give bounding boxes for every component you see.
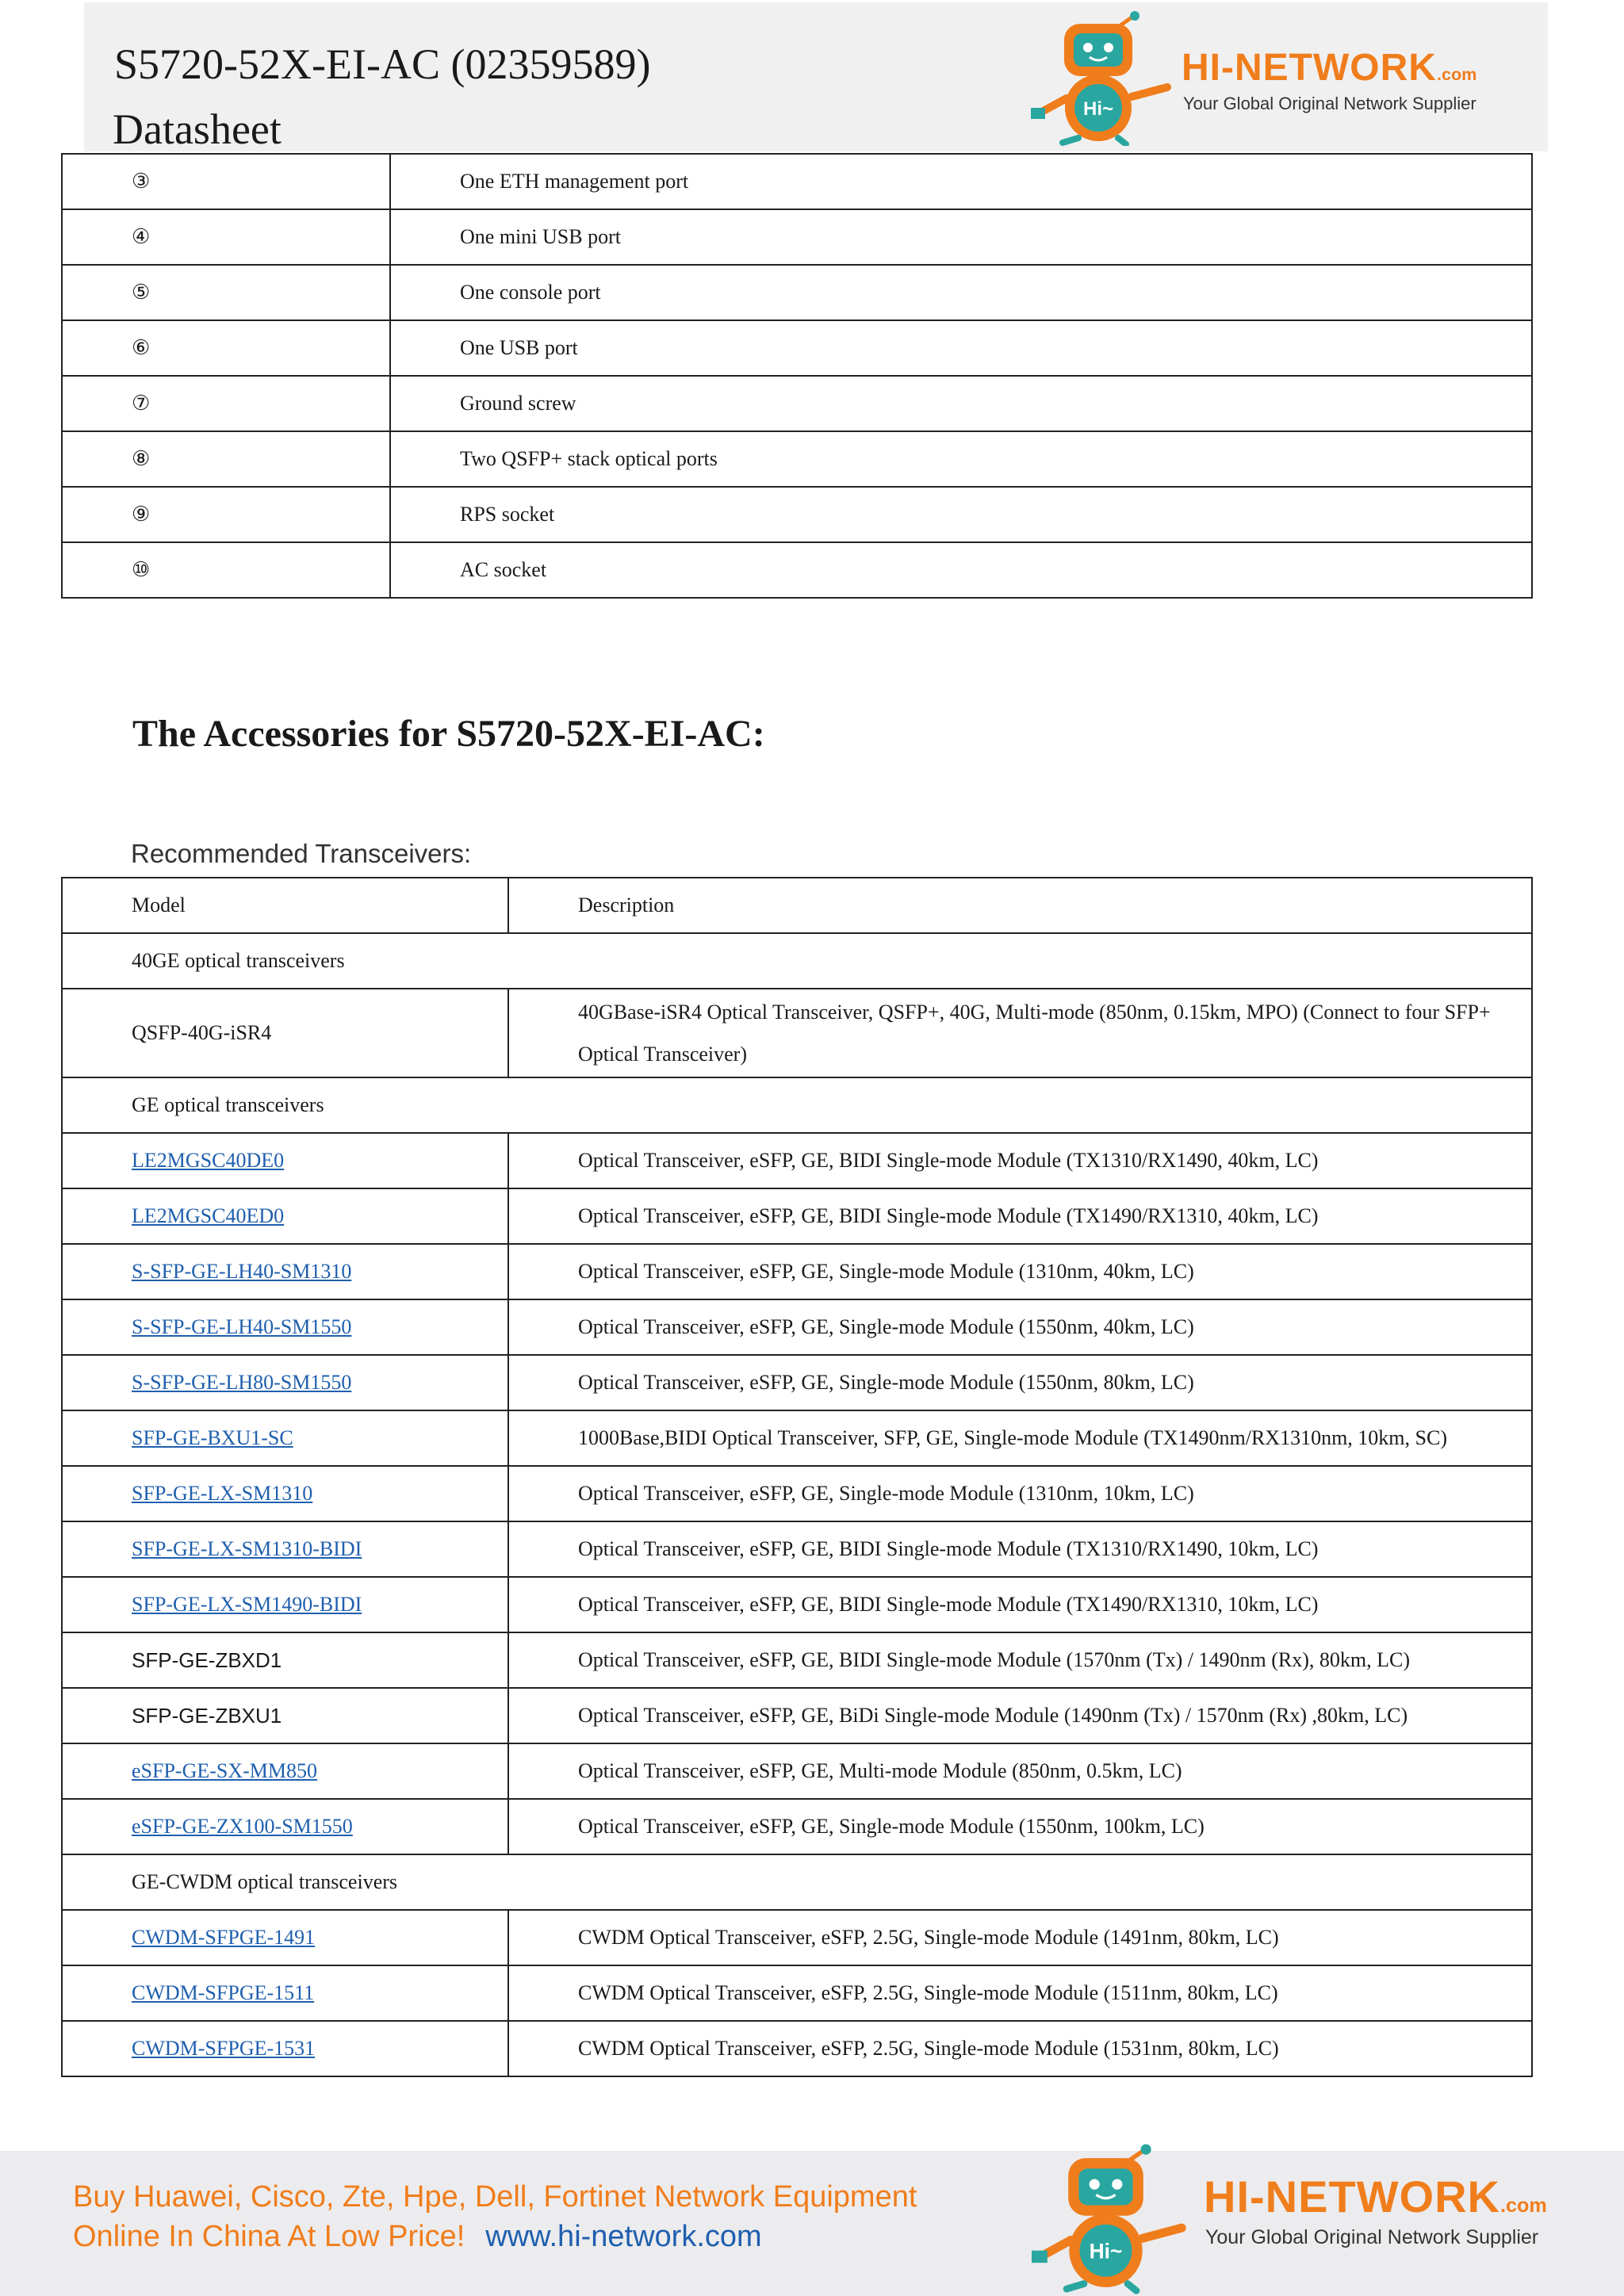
model-cell [62,1299,508,1355]
table-row [62,1244,1532,1299]
port-number-cell: ⑤ [62,265,390,320]
table-row [62,1521,1532,1577]
logo-tagline: Your Global Original Network Supplier [1205,2226,1539,2248]
logo-tagline: Your Global Original Network Supplier [1183,94,1477,113]
description-cell: Optical Transceiver, eSFP, GE, BIDI Single-mode Module (TX1490/RX1310, 40km, LC) [508,1188,1532,1244]
ports-table [61,153,1533,599]
table-row [62,1799,1532,1854]
footer-promo-line1: Buy Huawei, Cisco, Zte, Hpe, Dell, Fortinet Network Equipment [73,2180,917,2214]
description-cell: CWDM Optical Transceiver, eSFP, 2.5G, Single-mode Module (1491nm, 80km, LC) [508,1910,1532,1965]
logo-brand: HI-NETWORK [1204,2172,1500,2221]
model-link[interactable]: CWDM-SFPGE-1491 [132,1926,316,1949]
logo-suffix: .com [1500,2195,1547,2217]
table-row [62,487,1532,542]
model-link[interactable]: eSFP-GE-ZX100-SM1550 [132,1815,353,1838]
port-number-cell: ⑦ [62,376,390,431]
svg-text:Hi~: Hi~ [1082,98,1114,120]
transceivers-subheading: Recommended Transceivers: [131,839,472,868]
table-row [62,1355,1532,1410]
model-link[interactable]: CWDM-SFPGE-1511 [132,1981,315,2004]
model-cell [62,1133,508,1188]
description-cell: Optical Transceiver, eSFP, GE, BiDi Single-mode Module (1490nm (Tx) / 1570nm (Rx) ,80km, LC) [508,1688,1532,1743]
section-label: GE optical transceivers [62,1077,1532,1133]
port-number-cell: ⑧ [62,431,390,487]
description-cell: Optical Transceiver, eSFP, GE, Single-mode Module (1310nm, 40km, LC) [508,1244,1532,1299]
description-cell: CWDM Optical Transceiver, eSFP, 2.5G, Single-mode Module (1531nm, 80km, LC) [508,2021,1532,2076]
model-link[interactable]: CWDM-SFPGE-1531 [132,2037,316,2060]
model-cell: SFP-GE-ZBXD1 [62,1632,508,1688]
description-cell: CWDM Optical Transceiver, eSFP, 2.5G, Single-mode Module (1511nm, 80km, LC) [508,1965,1532,2021]
port-description-cell: RPS socket [390,487,1532,542]
port-description-cell: Ground screw [390,376,1532,431]
footer-promo-line2 [73,2220,762,2254]
model-cell [62,1743,508,1799]
description-cell: Optical Transceiver, eSFP, GE, BIDI Single-mode Module (TX1490/RX1310, 10km, LC) [508,1577,1532,1632]
svg-text:Hi~: Hi~ [1089,2239,1123,2263]
description-cell: Optical Transceiver, eSFP, GE, Multi-mode Module (850nm, 0.5km, LC) [508,1743,1532,1799]
table-row [62,1910,1532,1965]
table-row [62,1188,1532,1244]
accessories-heading: The Accessories for S5720-52X-EI-AC: [132,713,765,755]
port-number-cell: ⑨ [62,487,390,542]
port-description-cell: One console port [390,265,1532,320]
section-label: GE-CWDM optical transceivers [62,1854,1532,1910]
model-link[interactable]: SFP-GE-LX-SM1490-BIDI [132,1593,362,1616]
section-row [62,1077,1532,1133]
table-row [62,1743,1532,1799]
description-cell: 1000Base,BIDI Optical Transceiver, SFP, GE, Single-mode Module (TX1490nm/RX1310nm, 10km, SC) [508,1410,1532,1466]
model-cell [62,1965,508,2021]
port-description-cell: One mini USB port [390,209,1532,265]
footer-promo-text: Online In China At Low Price! [73,2220,465,2253]
port-description-cell: Two QSFP+ stack optical ports [390,431,1532,487]
column-header-model: Model [62,878,508,933]
model-cell [62,1244,508,1299]
table-row [62,989,1532,1077]
section-row [62,933,1532,989]
description-cell: Optical Transceiver, eSFP, GE, Single-mode Module (1550nm, 40km, LC) [508,1299,1532,1355]
table-row [62,265,1532,320]
table-row [62,1688,1532,1743]
model-link[interactable]: S-SFP-GE-LH40-SM1550 [132,1315,352,1338]
table-row [62,376,1532,431]
table-row [62,1299,1532,1355]
document-title: S5720-52X-EI-AC (02359589) [114,40,651,88]
footer-website-link[interactable]: www.hi-network.com [485,2220,762,2253]
model-link[interactable]: S-SFP-GE-LH80-SM1550 [132,1371,352,1394]
table-row [62,1965,1532,2021]
model-cell [62,1466,508,1521]
robot-mascot-icon [1023,11,1182,146]
description-line: Optical Transceiver) [578,1043,748,1066]
description-cell [508,989,1532,1077]
table-row [62,431,1532,487]
robot-mascot-icon [1023,2141,1197,2296]
model-link[interactable]: LE2MGSC40ED0 [132,1204,285,1227]
model-link[interactable]: SFP-GE-LX-SM1310 [132,1482,313,1505]
description-cell: Optical Transceiver, eSFP, GE, Single-mode Module (1310nm, 10km, LC) [508,1466,1532,1521]
column-header-description: Description [508,878,1532,933]
model-link[interactable]: SFP-GE-BXU1-SC [132,1426,293,1449]
port-number-cell: ⑩ [62,542,390,598]
table-row [62,154,1532,209]
logo-suffix: .com [1436,64,1477,84]
model-cell [62,1355,508,1410]
section-row [62,1854,1532,1910]
port-description-cell: One USB port [390,320,1532,376]
model-cell [62,1577,508,1632]
section-label: 40GE optical transceivers [62,933,1532,989]
table-row [62,1577,1532,1632]
description-cell: Optical Transceiver, eSFP, GE, BIDI Single-mode Module (TX1310/RX1490, 40km, LC) [508,1133,1532,1188]
table-row [62,542,1532,598]
description-cell: Optical Transceiver, eSFP, GE, BIDI Single-mode Module (TX1310/RX1490, 10km, LC) [508,1521,1532,1577]
table-row [62,1410,1532,1466]
description-line: 40GBase-iSR4 Optical Transceiver, QSFP+, 40G, Multi-mode (850nm, 0.15km, MPO) (Connect to four SFP+ [578,1001,1491,1024]
model-cell: QSFP-40G-iSR4 [62,989,508,1077]
table-row [62,320,1532,376]
description-cell: Optical Transceiver, eSFP, GE, Single-mode Module (1550nm, 100km, LC) [508,1799,1532,1854]
transceivers-table [61,877,1533,2077]
port-description-cell: One ETH management port [390,154,1532,209]
port-number-cell: ⑥ [62,320,390,376]
port-number-cell: ④ [62,209,390,265]
table-row [62,209,1532,265]
description-cell: Optical Transceiver, eSFP, GE, Single-mode Module (1550nm, 80km, LC) [508,1355,1532,1410]
table-row [62,1632,1532,1688]
model-cell [62,1910,508,1965]
table-header-row [62,878,1532,933]
description-cell: Optical Transceiver, eSFP, GE, BIDI Single-mode Module (1570nm (Tx) / 1490nm (Rx), 80km, LC) [508,1632,1532,1688]
table-row [62,1133,1532,1188]
model-cell [62,1521,508,1577]
model-link[interactable]: S-SFP-GE-LH40-SM1310 [132,1260,352,1283]
model-link[interactable]: LE2MGSC40DE0 [132,1149,285,1172]
port-description-cell: AC socket [390,542,1532,598]
model-link[interactable]: SFP-GE-LX-SM1310-BIDI [132,1537,362,1560]
header-logo [1023,11,1499,146]
model-cell [62,1188,508,1244]
model-cell: SFP-GE-ZBXU1 [62,1688,508,1743]
model-link[interactable]: eSFP-GE-SX-MM850 [132,1759,318,1782]
footer-logo [1023,2141,1578,2296]
table-row [62,2021,1532,2076]
model-cell [62,1799,508,1854]
model-cell [62,1410,508,1466]
table-row [62,1466,1532,1521]
model-cell [62,2021,508,2076]
port-number-cell: ③ [62,154,390,209]
logo-brand: HI-NETWORK [1182,47,1437,89]
document-subtitle: Datasheet [113,105,282,153]
